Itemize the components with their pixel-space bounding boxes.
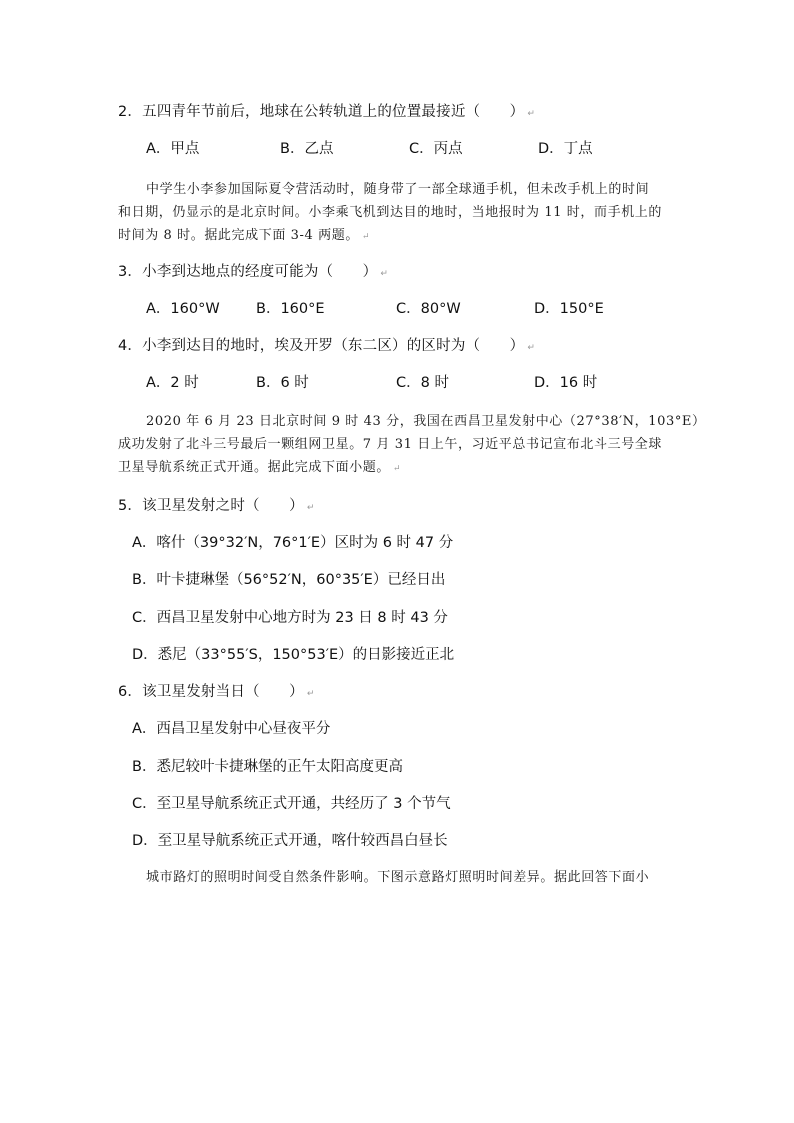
question-6-option-c: C．至卫星导航系统正式开通，共经历了 3 个节气 — [132, 796, 451, 812]
passage-2-line-2: 成功发射了北斗三号最后一颗组网卫星。7 月 31 日上午，习近平总书记宣布北斗三号全球 — [118, 437, 663, 452]
paragraph-mark: ↵ — [306, 689, 315, 699]
option-b: B．乙点 — [280, 141, 334, 157]
question-2-options — [146, 137, 706, 157]
option-c: C．80°W — [396, 301, 461, 317]
passage-2-line-1: 2020 年 6 月 23 日北京时间 9 时 43 分，我国在西昌卫星发射中心（27°38′N，103°E） — [146, 414, 706, 429]
passage-1-line-3: 时间为 8 时。据此完成下面 3-4 两题。 ↵ — [118, 228, 371, 243]
question-5-option-a: A．喀什（39°32′N，76°1′E）区时为 6 时 47 分 — [132, 535, 454, 551]
question-5-option-b: B．叶卡捷琳堡（56°52′N，60°35′E）已经日出 — [132, 572, 446, 588]
question-4-stem: 4．小李到达目的地时，埃及开罗（东二区）的区时为（ ） ↵ — [118, 338, 536, 354]
question-6-stem: 6．该卫星发射当日（ ） ↵ — [118, 684, 315, 700]
question-3-stem: 3．小李到达地点的经度可能为（ ） ↵ — [118, 264, 389, 280]
passage-1-line-2: 和日期，仍显示的是北京时间。小李乘飞机到达目的地时，当地报时为 11 时，而手机上的 — [118, 205, 663, 220]
question-5-stem: 5．该卫星发射之时（ ） ↵ — [118, 498, 315, 514]
option-c: C．8 时 — [396, 375, 449, 391]
question-6-option-d: D．至卫星导航系统正式开通，喀什较西昌白昼长 — [132, 833, 448, 849]
paragraph-mark: ↵ — [527, 109, 536, 119]
passage-1-line-1: 中学生小李参加国际夏令营活动时，随身带了一部全球通手机，但未改手机上的时间 — [146, 182, 650, 197]
option-c: C．丙点 — [409, 141, 463, 157]
question-2-stem: 2．五四青年节前后，地球在公转轨道上的位置最接近（ ） ↵ — [118, 104, 536, 120]
option-a: A．160°W — [146, 301, 220, 317]
question-6-option-b: B．悉尼较叶卡捷琳堡的正午太阳高度更高 — [132, 759, 403, 775]
question-3-options — [146, 297, 706, 317]
question-6-option-a: A．西昌卫星发射中心昼夜平分 — [132, 721, 331, 737]
option-a: A．甲点 — [146, 141, 200, 157]
paragraph-mark: ↵ — [527, 343, 536, 353]
option-d: D．丁点 — [538, 141, 593, 157]
option-b: B．160°E — [256, 301, 325, 317]
question-4-options — [146, 371, 706, 391]
question-5-option-d: D．悉尼（33°55′S，150°53′E）的日影接近正北 — [132, 647, 455, 663]
option-d: D．150°E — [534, 301, 604, 317]
option-d: D．16 时 — [534, 375, 598, 391]
option-a: A．2 时 — [146, 375, 199, 391]
paragraph-mark: ↵ — [306, 503, 315, 513]
passage-3-line-1: 城市路灯的照明时间受自然条件影响。下图示意路灯照明时间差异。据此回答下面小 — [146, 870, 650, 885]
option-b: B．6 时 — [256, 375, 309, 391]
paragraph-mark: ↵ — [361, 232, 371, 242]
paragraph-mark: ↵ — [380, 269, 389, 279]
paragraph-mark: ↵ — [393, 464, 402, 474]
passage-2-line-3: 卫星导航系统正式开通。据此完成下面小题。 ↵ — [118, 460, 402, 475]
question-5-option-c: C．西昌卫星发射中心地方时为 23 日 8 时 43 分 — [132, 610, 448, 626]
